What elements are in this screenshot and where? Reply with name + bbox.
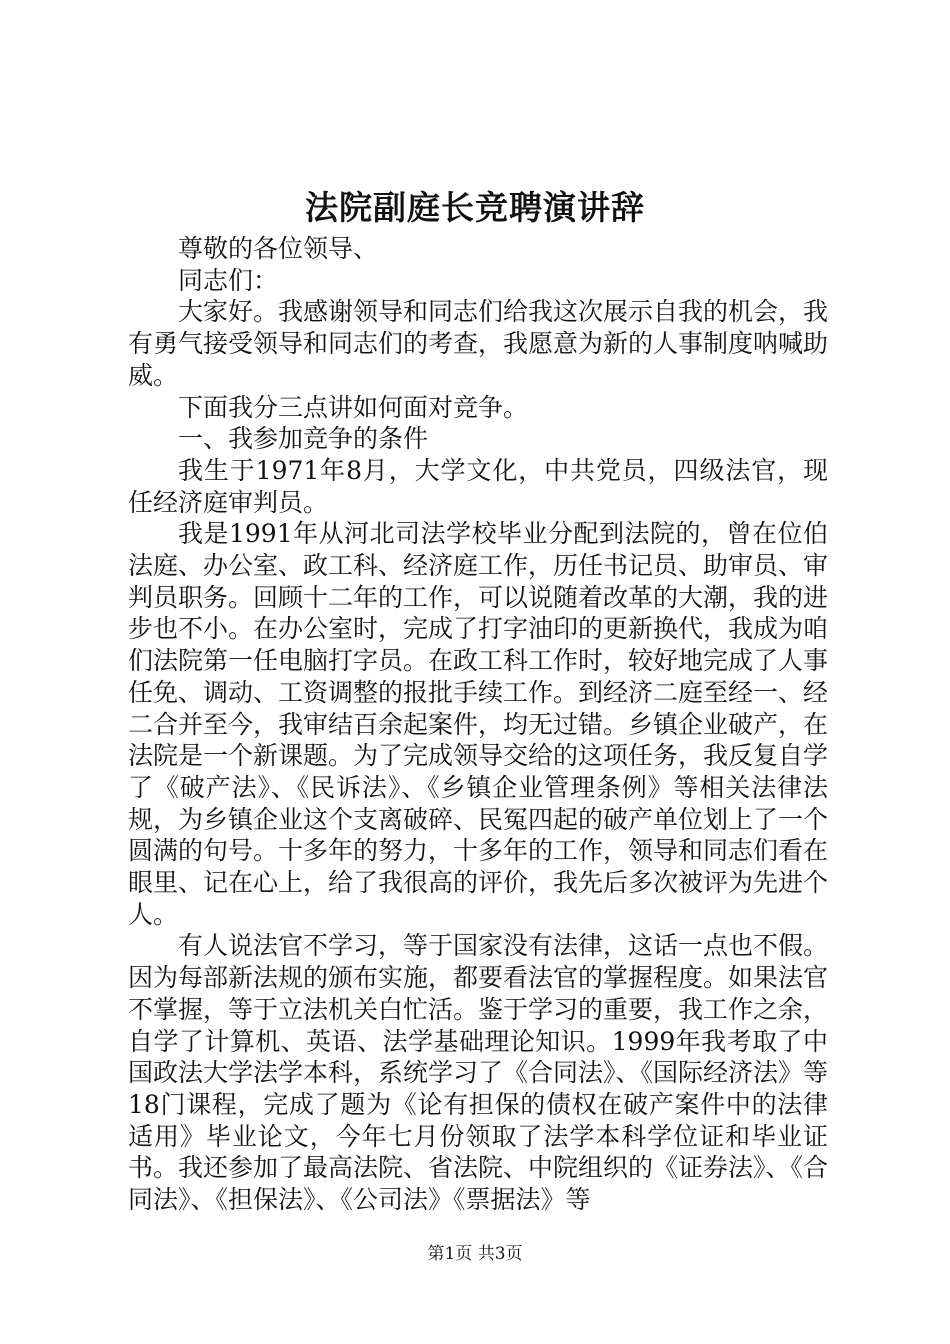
paragraph-greeting: 大家好。我感谢领导和同志们给我这次展示自我的机会，我有勇气接受领导和同志们的考查，我愿意为新的人事制度呐喊助威。 (128, 297, 829, 390)
document-body (128, 233, 828, 1216)
document-title: 法院副庭长竞聘演讲辞 (305, 188, 645, 227)
section-heading-1: 一、我参加竞争的条件 (178, 424, 429, 454)
paragraph-background: 我生于1971年8月，大学文化，中共党员，四级法官，现任经济庭审判员。 (128, 455, 828, 517)
salutation-line-1: 尊敬的各位领导、 (178, 234, 379, 263)
salutation-line-2: 同志们： (178, 265, 279, 295)
paragraph-outline: 下面我分三点讲如何面对竞争。 (178, 392, 529, 422)
paragraph-career: 我是1991年从河北司法学校毕业分配到法院的，曾在位伯法庭、办公室、政工科、经济庭工作，历任书记员、助审员、审判员职务。回顾十二年的工作，可以说随着改革的大潮，我的进步也不小。在办公室时，完成了打字油印的更新换代，我成为咱们法院第一任电脑打字员。在政工科工作时，较好地完成了人事任免、调动、工资调整的报批手续工作。到经济二庭至经一、经二合并至今，我审结百余起案件，均无过错。乡镇企业破产，在法院是一个新课题。为了完成领导交给的这项任务，我反复自学了《破产法》、《民诉法》、《乡镇企业管理条例》等相关法律法规，为乡镇企业这个支离破碎、民冤四起的破产单位划上了一个圆满的句号。十多年的努力，十多年的工作，领导和同志们看在眼里、记在心上，给了我很高的评价，我先后多次被评为先进个人。 (128, 519, 829, 929)
page-footer: 第1页 共3页 (427, 1244, 523, 1264)
paragraph-study: 有人说法官不学习，等于国家没有法律，这话一点也不假。因为每部新法规的颁布实施，都要看法官的掌握程度。如果法官不掌握，等于立法机关白忙活。鉴于学习的重要，我工作之余，自学了计算机、英语、法学基础理论知识。1999年我考取了中国政法大学法学本科，系统学习了《合同法》、《国际经济法》等18门课程，完成了题为《论有担保的债权在破产案件中的法律适用》毕业论文，今年七月份领取了法学本科学位证和毕业证书。我还参加了最高法院、省法院、中院组织的《证券法》、《合同法》、《担保法》、《公司法》《票据法》等 (128, 931, 829, 1215)
